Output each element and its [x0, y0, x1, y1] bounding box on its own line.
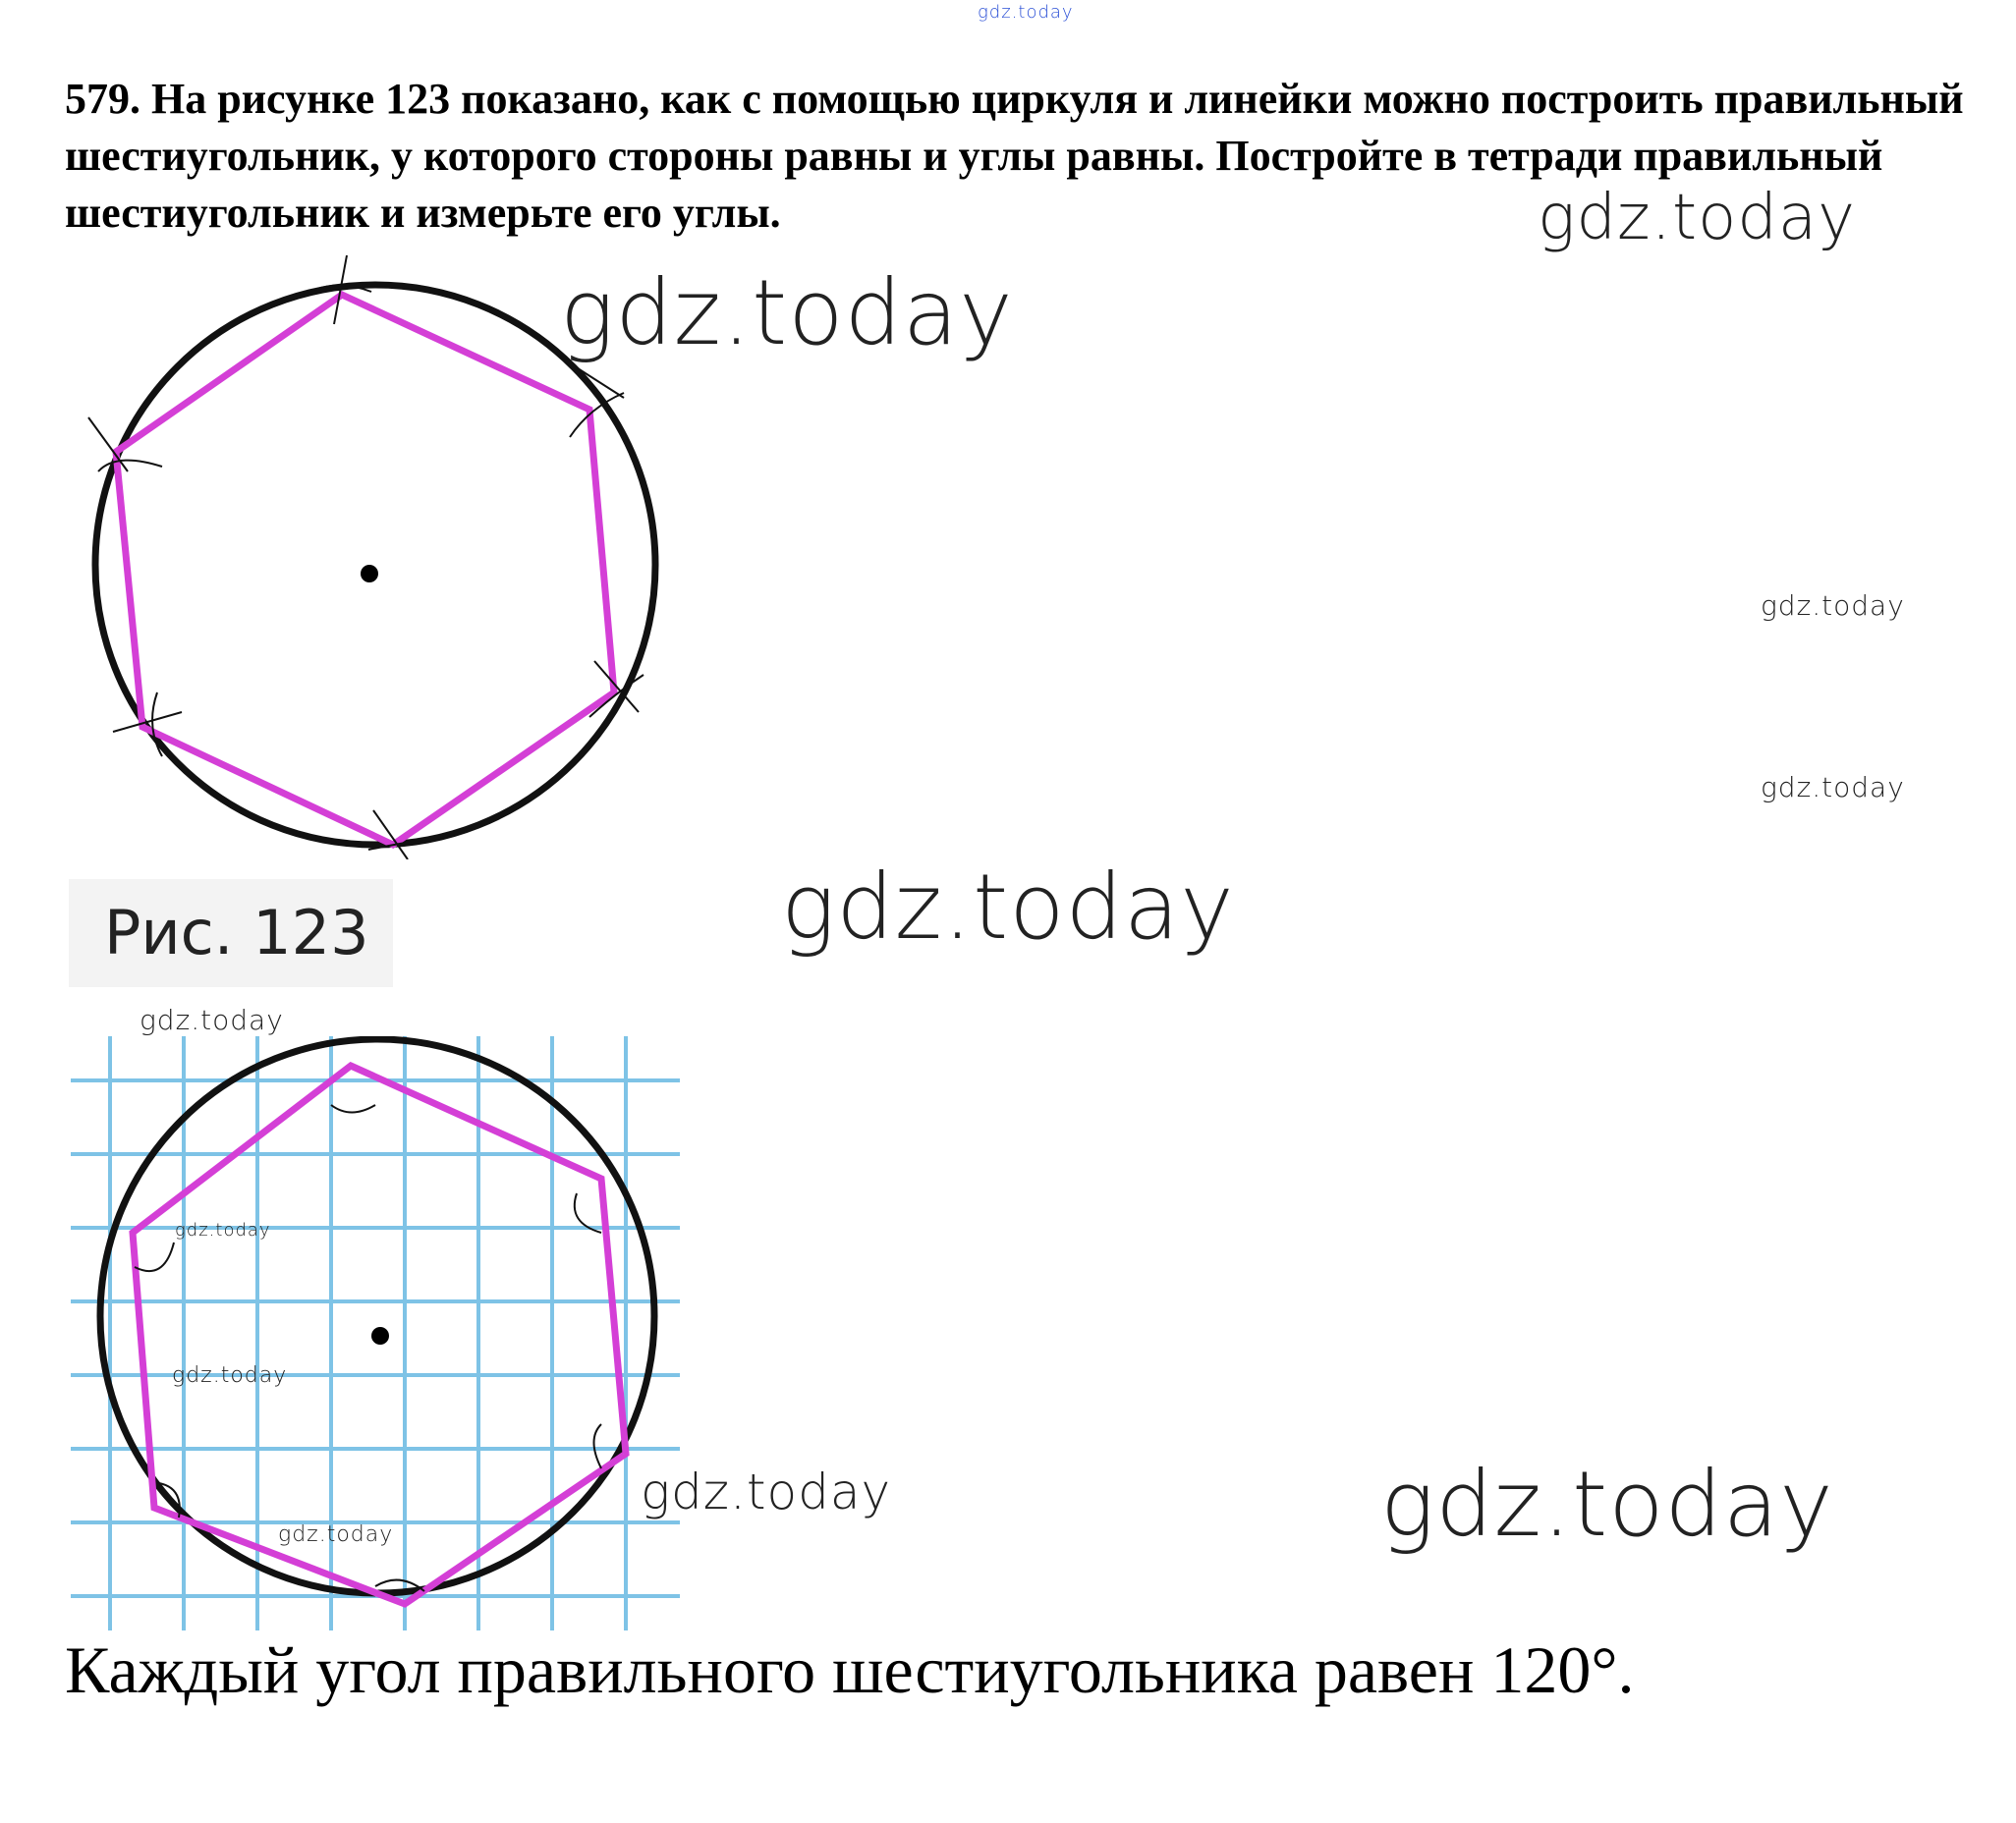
watermark: gdz.today — [781, 855, 1235, 960]
watermark: gdz.today — [140, 1004, 284, 1036]
figure-caption — [69, 879, 393, 987]
watermark: gdz.today — [1761, 771, 1905, 803]
answer-text: Каждый угол правильного шестиугольника равен 120°. — [65, 1632, 1635, 1707]
watermark: gdz.today — [1380, 1452, 1834, 1557]
watermark: gdz.today — [1761, 589, 1905, 622]
figure1-center-dot — [361, 565, 378, 582]
watermark-top: gdz.today — [978, 2, 1074, 23]
figure-caption-text: Рис. 123 — [104, 897, 369, 968]
figure2-center-dot — [371, 1327, 389, 1345]
task-statement: 579. На рисунке 123 показано, как с помощью циркуля и линейки можно построить правильный шестиугольник, у которого стороны равны и углы равны. Постройте в тетради правильный шестиугольник и измерьте его углы. — [65, 75, 1964, 237]
watermark: gdz.today — [1538, 182, 1856, 254]
watermark: gdz.today — [175, 1220, 271, 1241]
figure1-circle — [95, 285, 655, 845]
watermark: gdz.today — [560, 260, 1014, 365]
watermark: gdz.today — [641, 1464, 892, 1520]
watermark: gdz.today — [278, 1522, 394, 1547]
watermark: gdz.today — [172, 1363, 288, 1388]
